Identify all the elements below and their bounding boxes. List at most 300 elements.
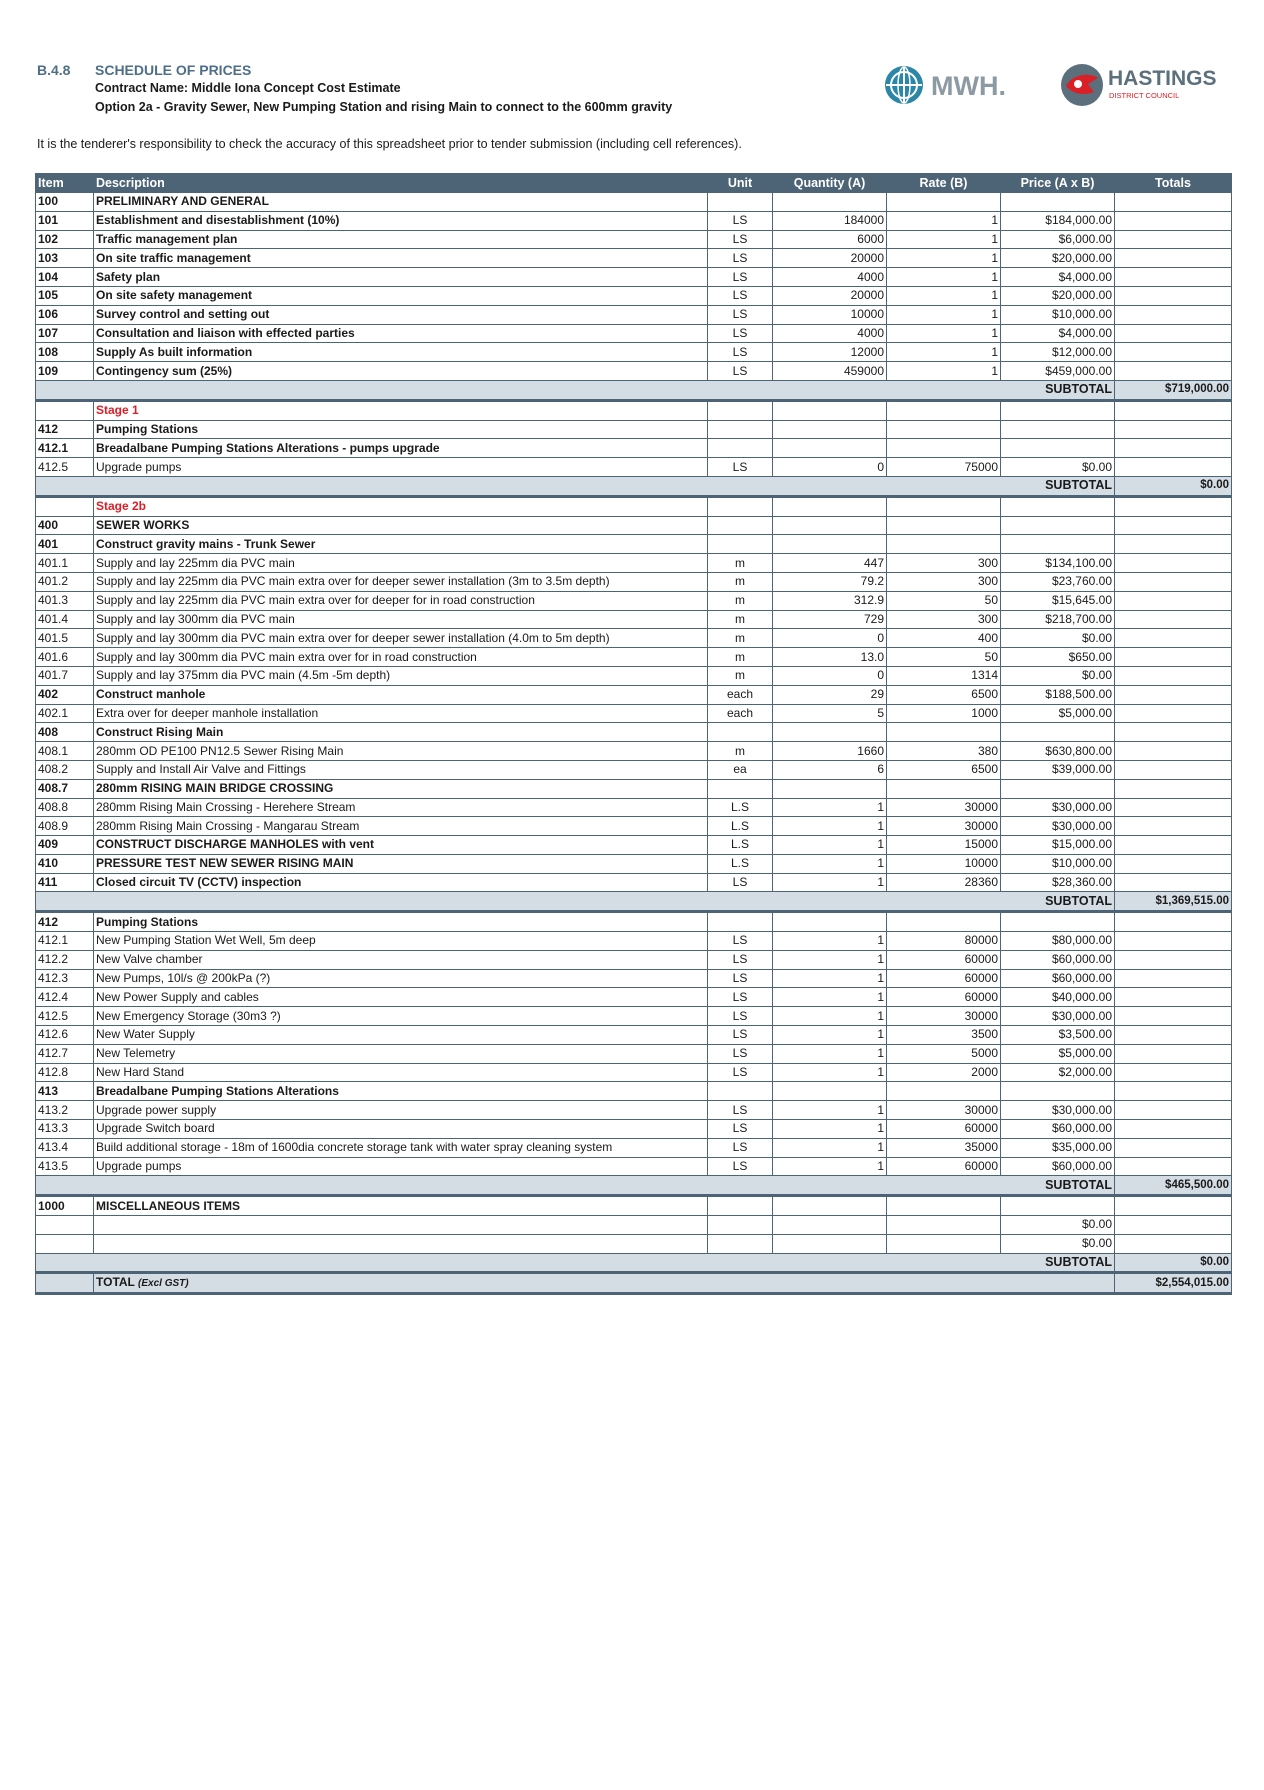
- price-cell: [1001, 516, 1115, 535]
- price-cell: $30,000.00: [1001, 798, 1115, 817]
- table-row: [36, 324, 1232, 343]
- price-cell: $218,700.00: [1001, 610, 1115, 629]
- price-cell: $60,000.00: [1001, 1157, 1115, 1176]
- rate-cell: 28360: [887, 873, 1001, 892]
- rate-cell: 6500: [887, 760, 1001, 779]
- table-row: [36, 249, 1232, 268]
- subtotal-row: [36, 380, 1232, 400]
- totals-cell: [1115, 211, 1232, 230]
- description-cell: Survey control and setting out: [94, 305, 708, 324]
- unit-cell: LS: [708, 1101, 773, 1120]
- quantity-cell: 4000: [773, 268, 887, 287]
- totals-cell: [1115, 268, 1232, 287]
- unit-cell: LS: [708, 950, 773, 969]
- rate-cell: 30000: [887, 817, 1001, 836]
- rate-cell: 6500: [887, 685, 1001, 704]
- grand-total-value: $2,554,015.00: [1115, 1273, 1232, 1294]
- description-cell: PRESSURE TEST NEW SEWER RISING MAIN: [94, 854, 708, 873]
- table-row: [36, 458, 1232, 477]
- table-row: [36, 666, 1232, 685]
- item-cell: 107: [36, 324, 94, 343]
- unit-cell: LS: [708, 1063, 773, 1082]
- table-row: [36, 343, 1232, 362]
- description-cell: 280mm Rising Main Crossing - Mangarau Stream: [94, 817, 708, 836]
- quantity-cell: 1: [773, 1138, 887, 1157]
- unit-cell: LS: [708, 873, 773, 892]
- price-cell: $0.00: [1001, 666, 1115, 685]
- totals-cell: [1115, 629, 1232, 648]
- price-cell: [1001, 535, 1115, 554]
- price-cell: [1001, 420, 1115, 439]
- quantity-cell: 1: [773, 817, 887, 836]
- totals-cell: [1115, 666, 1232, 685]
- description-cell: On site safety management: [94, 286, 708, 305]
- price-cell: $80,000.00: [1001, 932, 1115, 951]
- unit-cell: LS: [708, 1157, 773, 1176]
- table-row: [36, 439, 1232, 458]
- rate-cell: [887, 723, 1001, 742]
- table-row: [36, 610, 1232, 629]
- item-cell: 408.8: [36, 798, 94, 817]
- rate-cell: 30000: [887, 798, 1001, 817]
- description-cell: Construct gravity mains - Trunk Sewer: [94, 535, 708, 554]
- totals-cell: [1115, 798, 1232, 817]
- totals-cell: [1115, 496, 1232, 516]
- item-cell: 413.5: [36, 1157, 94, 1176]
- quantity-cell: 1: [773, 836, 887, 855]
- rate-cell: 5000: [887, 1044, 1001, 1063]
- quantity-cell: [773, 535, 887, 554]
- subtotal-value: $719,000.00: [1115, 380, 1232, 400]
- totals-cell: [1115, 1138, 1232, 1157]
- price-cell: $2,000.00: [1001, 1063, 1115, 1082]
- price-cell: $3,500.00: [1001, 1026, 1115, 1045]
- col-rate-header: Rate (B): [887, 174, 1001, 193]
- totals-cell: [1115, 704, 1232, 723]
- col-item-header: Item: [36, 174, 94, 193]
- table-row: [36, 950, 1232, 969]
- quantity-cell: 1660: [773, 742, 887, 761]
- table-row: [36, 362, 1232, 381]
- totals-cell: [1115, 1120, 1232, 1139]
- price-cell: $30,000.00: [1001, 1101, 1115, 1120]
- price-cell: [1001, 439, 1115, 458]
- accuracy-note: It is the tenderer's responsibility to check the accuracy of this spreadsheet prior to tender submission (including cell references).: [37, 137, 742, 151]
- unit-cell: LS: [708, 324, 773, 343]
- quantity-cell: 6: [773, 760, 887, 779]
- totals-cell: [1115, 572, 1232, 591]
- price-cell: $0.00: [1001, 629, 1115, 648]
- rate-cell: 80000: [887, 932, 1001, 951]
- item-cell: 412.5: [36, 458, 94, 477]
- item-cell: 411: [36, 873, 94, 892]
- item-cell: 412.1: [36, 932, 94, 951]
- totals-cell: [1115, 1196, 1232, 1216]
- quantity-cell: [773, 439, 887, 458]
- table-row: [36, 211, 1232, 230]
- col-price-header: Price (A x B): [1001, 174, 1115, 193]
- totals-cell: [1115, 873, 1232, 892]
- price-cell: $12,000.00: [1001, 343, 1115, 362]
- quantity-cell: 1: [773, 950, 887, 969]
- unit-cell: LS: [708, 343, 773, 362]
- schedule-of-prices-table: [35, 173, 1232, 1295]
- table-row: [36, 685, 1232, 704]
- quantity-cell: 1: [773, 854, 887, 873]
- totals-cell: [1115, 817, 1232, 836]
- subtotal-row: [36, 1253, 1232, 1273]
- price-cell: $0.00: [1001, 1234, 1115, 1253]
- price-cell: $28,360.00: [1001, 873, 1115, 892]
- table-row: [36, 535, 1232, 554]
- price-cell: $5,000.00: [1001, 1044, 1115, 1063]
- totals-cell: [1115, 988, 1232, 1007]
- price-cell: $630,800.00: [1001, 742, 1115, 761]
- hastings-logo-subtext: DISTRICT COUNCIL: [1109, 91, 1180, 100]
- price-cell: $0.00: [1001, 458, 1115, 477]
- totals-cell: [1115, 554, 1232, 573]
- table-header-row: [36, 174, 1232, 193]
- unit-cell: m: [708, 742, 773, 761]
- rate-cell: 1: [887, 343, 1001, 362]
- totals-cell: [1115, 286, 1232, 305]
- unit-cell: [708, 912, 773, 932]
- rate-cell: 50: [887, 648, 1001, 667]
- totals-cell: [1115, 324, 1232, 343]
- description-cell: New Emergency Storage (30m3 ?): [94, 1007, 708, 1026]
- description-cell: New Pumping Station Wet Well, 5m deep: [94, 932, 708, 951]
- item-cell: 409: [36, 836, 94, 855]
- quantity-cell: 79.2: [773, 572, 887, 591]
- price-cell: $60,000.00: [1001, 969, 1115, 988]
- rate-cell: [887, 420, 1001, 439]
- description-cell: Upgrade Switch board: [94, 1120, 708, 1139]
- totals-cell: [1115, 932, 1232, 951]
- item-cell: 408.1: [36, 742, 94, 761]
- rate-cell: 2000: [887, 1063, 1001, 1082]
- description-cell: Pumping Stations: [94, 912, 708, 932]
- unit-cell: [708, 496, 773, 516]
- item-cell: 408.9: [36, 817, 94, 836]
- quantity-cell: 1: [773, 1026, 887, 1045]
- rate-cell: 1: [887, 211, 1001, 230]
- rate-cell: 380: [887, 742, 1001, 761]
- contract-name: Contract Name: Middle Iona Concept Cost Estimate: [95, 81, 401, 95]
- table-row: [36, 230, 1232, 249]
- table-row: [36, 1196, 1232, 1216]
- rate-cell: 50: [887, 591, 1001, 610]
- rate-cell: 30000: [887, 1007, 1001, 1026]
- price-cell: $0.00: [1001, 1216, 1115, 1235]
- totals-cell: [1115, 950, 1232, 969]
- description-cell: Supply and lay 300mm dia PVC main extra over for deeper sewer installation (4.0m to 5m depth): [94, 629, 708, 648]
- price-cell: $4,000.00: [1001, 324, 1115, 343]
- rate-cell: [887, 1234, 1001, 1253]
- unit-cell: m: [708, 554, 773, 573]
- unit-cell: ea: [708, 760, 773, 779]
- description-cell: New Power Supply and cables: [94, 988, 708, 1007]
- table-row: [36, 932, 1232, 951]
- description-cell: Build additional storage - 18m of 1600dia concrete storage tank with water spray cleaning system: [94, 1138, 708, 1157]
- price-cell: $60,000.00: [1001, 950, 1115, 969]
- unit-cell: LS: [708, 286, 773, 305]
- quantity-cell: 0: [773, 629, 887, 648]
- item-cell: 412.2: [36, 950, 94, 969]
- description-cell: New Pumps, 10l/s @ 200kPa (?): [94, 969, 708, 988]
- mwh-logo-text: MWH.: [931, 71, 1006, 101]
- quantity-cell: 0: [773, 666, 887, 685]
- item-cell: 401.6: [36, 648, 94, 667]
- unit-cell: LS: [708, 932, 773, 951]
- quantity-cell: 1: [773, 1044, 887, 1063]
- total-label-text: TOTAL: [96, 1275, 135, 1290]
- price-cell: $60,000.00: [1001, 1120, 1115, 1139]
- item-cell: 101: [36, 211, 94, 230]
- unit-cell: [708, 1216, 773, 1235]
- price-cell: $134,100.00: [1001, 554, 1115, 573]
- subtotal-value: $0.00: [1115, 1253, 1232, 1273]
- description-cell: New Hard Stand: [94, 1063, 708, 1082]
- description-cell: [94, 1216, 708, 1235]
- unit-cell: L.S: [708, 817, 773, 836]
- quantity-cell: 0: [773, 458, 887, 477]
- table-row: [36, 969, 1232, 988]
- rate-cell: [887, 912, 1001, 932]
- quantity-cell: 1: [773, 1101, 887, 1120]
- description-cell: Construct Rising Main: [94, 723, 708, 742]
- unit-cell: [708, 779, 773, 798]
- description-cell: Supply and lay 225mm dia PVC main extra over for deeper sewer installation (3m to 3.5m depth): [94, 572, 708, 591]
- rate-cell: 1: [887, 249, 1001, 268]
- description-cell: Closed circuit TV (CCTV) inspection: [94, 873, 708, 892]
- description-cell: Pumping Stations: [94, 420, 708, 439]
- rate-cell: 1: [887, 305, 1001, 324]
- unit-cell: [708, 420, 773, 439]
- quantity-cell: 729: [773, 610, 887, 629]
- totals-cell: [1115, 723, 1232, 742]
- item-cell: 402: [36, 685, 94, 704]
- rate-cell: 30000: [887, 1101, 1001, 1120]
- table-row: [36, 854, 1232, 873]
- subtotal-value: $465,500.00: [1115, 1176, 1232, 1196]
- table-row: [36, 704, 1232, 723]
- rate-cell: [887, 439, 1001, 458]
- price-cell: $5,000.00: [1001, 704, 1115, 723]
- quantity-cell: 1: [773, 1063, 887, 1082]
- item-cell: 412.1: [36, 439, 94, 458]
- item-cell: 412.5: [36, 1007, 94, 1026]
- stage-label: Stage 1: [94, 400, 708, 420]
- table-row: [36, 1138, 1232, 1157]
- description-cell: New Telemetry: [94, 1044, 708, 1063]
- subtotal-row: [36, 1176, 1232, 1196]
- description-cell: On site traffic management: [94, 249, 708, 268]
- total-label: [94, 1273, 1115, 1294]
- totals-cell: [1115, 969, 1232, 988]
- price-cell: $20,000.00: [1001, 286, 1115, 305]
- unit-cell: L.S: [708, 798, 773, 817]
- item-cell: 1000: [36, 1196, 94, 1216]
- quantity-cell: 20000: [773, 286, 887, 305]
- price-cell: $10,000.00: [1001, 854, 1115, 873]
- rate-cell: 60000: [887, 950, 1001, 969]
- totals-cell: [1115, 1063, 1232, 1082]
- rate-cell: 15000: [887, 836, 1001, 855]
- price-cell: $35,000.00: [1001, 1138, 1115, 1157]
- unit-cell: each: [708, 685, 773, 704]
- totals-cell: [1115, 1216, 1232, 1235]
- section-code: B.4.8: [37, 62, 71, 78]
- table-row: [36, 286, 1232, 305]
- table-row: [36, 742, 1232, 761]
- unit-cell: m: [708, 666, 773, 685]
- rate-cell: [887, 779, 1001, 798]
- item-cell: [36, 400, 94, 420]
- item-cell: 103: [36, 249, 94, 268]
- quantity-cell: 312.9: [773, 591, 887, 610]
- quantity-cell: 20000: [773, 249, 887, 268]
- totals-cell: [1115, 193, 1232, 212]
- price-cell: $459,000.00: [1001, 362, 1115, 381]
- item-cell: 412: [36, 420, 94, 439]
- table-row: [36, 1234, 1232, 1253]
- unit-cell: [708, 1082, 773, 1101]
- description-cell: Consultation and liaison with effected parties: [94, 324, 708, 343]
- item-cell: 413.3: [36, 1120, 94, 1139]
- item-cell: 412.4: [36, 988, 94, 1007]
- item-cell: 401.3: [36, 591, 94, 610]
- totals-cell: [1115, 1234, 1232, 1253]
- table-row: [36, 193, 1232, 212]
- option-description: Option 2a - Gravity Sewer, New Pumping Station and rising Main to connect to the 600mm gravity: [95, 100, 673, 114]
- totals-cell: [1115, 779, 1232, 798]
- unit-cell: LS: [708, 458, 773, 477]
- item-cell: 400: [36, 516, 94, 535]
- item-cell: 401.2: [36, 572, 94, 591]
- totals-cell: [1115, 1157, 1232, 1176]
- quantity-cell: 1: [773, 798, 887, 817]
- item-cell: 108: [36, 343, 94, 362]
- description-cell: 280mm Rising Main Crossing - Herehere Stream: [94, 798, 708, 817]
- description-cell: PRELIMINARY AND GENERAL: [94, 193, 708, 212]
- item-cell: 413.2: [36, 1101, 94, 1120]
- unit-cell: LS: [708, 305, 773, 324]
- item-cell: 401.5: [36, 629, 94, 648]
- quantity-cell: 12000: [773, 343, 887, 362]
- unit-cell: m: [708, 591, 773, 610]
- unit-cell: [708, 1196, 773, 1216]
- totals-cell: [1115, 610, 1232, 629]
- price-cell: $650.00: [1001, 648, 1115, 667]
- rate-cell: [887, 535, 1001, 554]
- rate-cell: 35000: [887, 1138, 1001, 1157]
- totals-cell: [1115, 1026, 1232, 1045]
- price-cell: [1001, 1082, 1115, 1101]
- price-cell: [1001, 496, 1115, 516]
- rate-cell: 1: [887, 362, 1001, 381]
- description-cell: Construct manhole: [94, 685, 708, 704]
- quantity-cell: [773, 1196, 887, 1216]
- table-row: [36, 873, 1232, 892]
- description-cell: New Valve chamber: [94, 950, 708, 969]
- description-cell: New Water Supply: [94, 1026, 708, 1045]
- price-cell: $23,760.00: [1001, 572, 1115, 591]
- unit-cell: [708, 439, 773, 458]
- unit-cell: m: [708, 572, 773, 591]
- item-cell: 408.2: [36, 760, 94, 779]
- item-cell: 105: [36, 286, 94, 305]
- price-cell: $15,000.00: [1001, 836, 1115, 855]
- price-cell: $10,000.00: [1001, 305, 1115, 324]
- subtotal-row: [36, 476, 1232, 496]
- description-cell: Extra over for deeper manhole installation: [94, 704, 708, 723]
- table-row: [36, 836, 1232, 855]
- quantity-cell: 1: [773, 1007, 887, 1026]
- table-row: [36, 760, 1232, 779]
- subtotal-label: SUBTOTAL: [36, 476, 1115, 496]
- item-cell: 104: [36, 268, 94, 287]
- description-cell: Supply and lay 300mm dia PVC main extra over for in road construction: [94, 648, 708, 667]
- quantity-cell: 447: [773, 554, 887, 573]
- rate-cell: 60000: [887, 1120, 1001, 1139]
- table-row: [36, 1157, 1232, 1176]
- description-cell: Establishment and disestablishment (10%): [94, 211, 708, 230]
- rate-cell: [887, 1082, 1001, 1101]
- totals-cell: [1115, 742, 1232, 761]
- quantity-cell: [773, 516, 887, 535]
- rate-cell: 300: [887, 572, 1001, 591]
- table-row: [36, 798, 1232, 817]
- quantity-cell: 10000: [773, 305, 887, 324]
- quantity-cell: [773, 193, 887, 212]
- rate-cell: 10000: [887, 854, 1001, 873]
- totals-cell: [1115, 535, 1232, 554]
- table-row: [36, 591, 1232, 610]
- unit-cell: each: [708, 704, 773, 723]
- subtotal-label: SUBTOTAL: [36, 380, 1115, 400]
- item-cell: 410: [36, 854, 94, 873]
- subtotal-label: SUBTOTAL: [36, 1176, 1115, 1196]
- description-cell: CONSTRUCT DISCHARGE MANHOLES with vent: [94, 836, 708, 855]
- description-cell: Supply and Install Air Valve and Fittings: [94, 760, 708, 779]
- table-row: [36, 1063, 1232, 1082]
- description-cell: Breadalbane Pumping Stations Alterations - pumps upgrade: [94, 439, 708, 458]
- table-row: [36, 1026, 1232, 1045]
- price-cell: $184,000.00: [1001, 211, 1115, 230]
- totals-cell: [1115, 362, 1232, 381]
- item-cell: 412.3: [36, 969, 94, 988]
- table-row: [36, 268, 1232, 287]
- quantity-cell: 1: [773, 969, 887, 988]
- totals-cell: [1115, 1044, 1232, 1063]
- table-row: [36, 779, 1232, 798]
- totals-cell: [1115, 1082, 1232, 1101]
- totals-cell: [1115, 420, 1232, 439]
- item-cell: 412.7: [36, 1044, 94, 1063]
- totals-cell: [1115, 516, 1232, 535]
- total-item-cell: [36, 1273, 94, 1294]
- grand-total-row: [36, 1273, 1232, 1294]
- price-cell: $30,000.00: [1001, 817, 1115, 836]
- unit-cell: m: [708, 629, 773, 648]
- stage-label: Stage 2b: [94, 496, 708, 516]
- description-cell: Supply and lay 225mm dia PVC main: [94, 554, 708, 573]
- unit-cell: L.S: [708, 836, 773, 855]
- totals-cell: [1115, 685, 1232, 704]
- price-cell: $15,645.00: [1001, 591, 1115, 610]
- quantity-cell: 1: [773, 873, 887, 892]
- unit-cell: [708, 400, 773, 420]
